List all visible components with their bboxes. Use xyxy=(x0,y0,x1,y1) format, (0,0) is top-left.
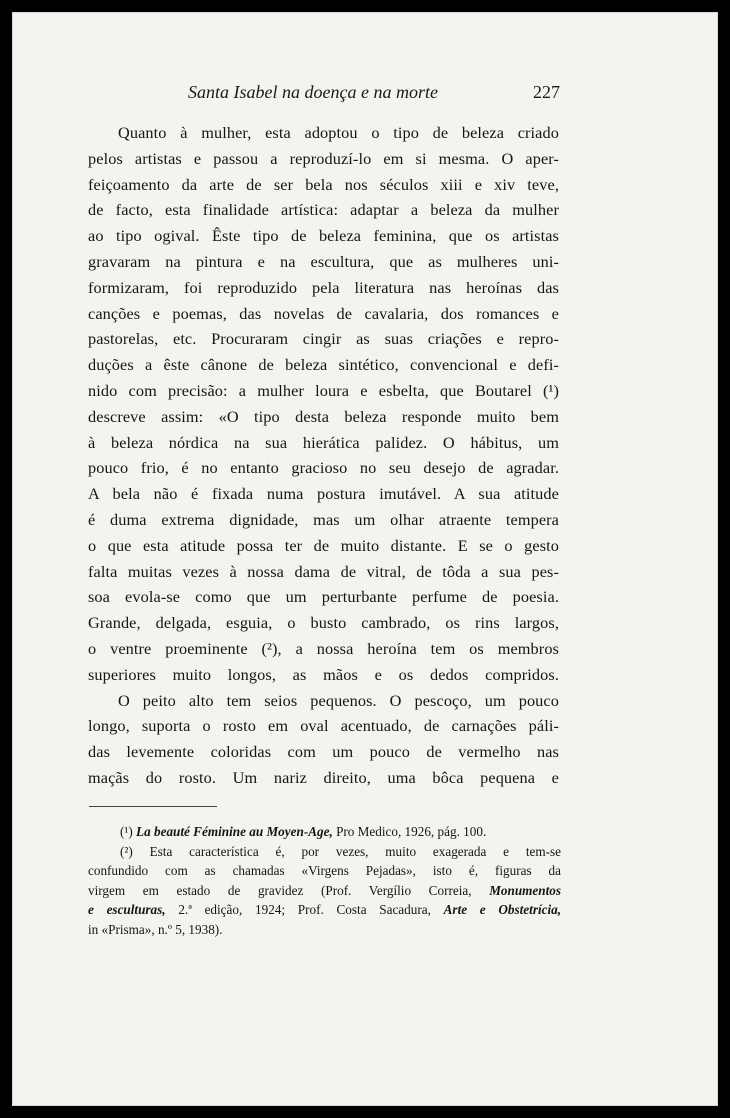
text-line: longo, suporta o rosto em oval acentuado, de carnações páli- xyxy=(88,716,559,736)
text-line: pastorelas, etc. Procuraram cingir as suas criações e repro- xyxy=(88,329,559,349)
text-line: o que esta atitude possa ter de muito distante. E se o gesto xyxy=(88,535,559,555)
text-line: o ventre proeminente (²), a nossa heroína tem os membros xyxy=(88,638,559,658)
body-text xyxy=(88,120,559,791)
footnote-title: Arte e Obstetrícia, xyxy=(443,902,562,918)
footnote-text: Pro Medico, 1926, pág. 100. xyxy=(336,824,487,839)
text-line: feiçoamento da arte de ser bela nos séculos xiii e xiv teve, xyxy=(88,174,559,194)
text-line: de facto, esta finalidade artística: adaptar a beleza da mulher xyxy=(88,200,559,220)
text-line: duções a êste cânone de beleza sintético, convencional e defi- xyxy=(88,355,559,375)
footnote-text: 2.ª edição, 1924; Prof. Costa Sacadura, xyxy=(178,902,431,918)
footnote-2-line xyxy=(88,881,561,901)
footnote-2-line xyxy=(88,900,561,920)
book-page xyxy=(12,12,718,1106)
footnote-2-line xyxy=(88,842,561,862)
text-line: à beleza nórdica na sua hierática palidez. O hábitus, um xyxy=(88,432,559,452)
page-header xyxy=(12,82,718,112)
footnote-rule xyxy=(89,806,217,807)
footnote-marker: (²) xyxy=(120,843,133,859)
running-title: Santa Isabel na doença e na morte xyxy=(188,82,438,102)
text-line: O peito alto tem seios pequenos. O pescoço, um pouco xyxy=(118,690,559,710)
footnote-2-line: in «Prisma», n.º 5, 1938). xyxy=(88,921,223,937)
footnote-title: La beauté Féminine au Moyen-Age, xyxy=(136,824,333,839)
text-line: maçãs do rosto. Um nariz direito, uma bôca pequena e xyxy=(88,767,559,787)
text-line: ao tipo ogival. Êste tipo de beleza feminina, que os artistas xyxy=(88,226,559,246)
text-line: pouco frio, é no entanto gracioso no seu desejo de agradar. xyxy=(88,458,559,478)
text-line: falta muitas vezes à nossa dama de vitral, de tôda a sua pes- xyxy=(88,561,559,581)
text-line: é duma extrema dignidade, mas um olhar atraente tempera xyxy=(88,509,559,529)
footnotes xyxy=(88,822,561,940)
text-line: nido com precisão: a mulher loura e esbelta, que Boutarel (¹) xyxy=(88,380,559,400)
text-line: pelos artistas e passou a reproduzí-lo em si mesma. O aper- xyxy=(88,148,559,168)
footnote-marker: (¹) xyxy=(120,824,133,839)
text-line: soa evola-se como que um perturbante perfume de poesia. xyxy=(88,587,559,607)
footnote-text: Esta característica é, por vezes, muito exagerada e tem-se xyxy=(149,843,562,859)
text-line: canções e poemas, das novelas de cavalaria, dos romances e xyxy=(88,303,559,323)
text-line: gravaram na pintura e na escultura, que as mulheres uni- xyxy=(88,251,559,271)
text-line: descreve assim: «O tipo desta beleza responde muito bem xyxy=(88,406,559,426)
text-line: formizaram, foi reproduzido pela literatura nas heroínas das xyxy=(88,277,559,297)
text-line: Quanto à mulher, esta adoptou o tipo de beleza criado xyxy=(118,123,559,142)
text-line: das levemente coloridas com um pouco de vermelho nas xyxy=(88,742,559,762)
footnote-2-line: confundido com as chamadas «Virgens Pejadas», isto é, figuras da xyxy=(88,863,561,879)
page-number: 227 xyxy=(533,82,560,102)
footnote-title: Monumentos xyxy=(489,882,562,898)
text-line: Grande, delgada, esguia, o busto cambrado, os rins largos, xyxy=(88,613,559,633)
footnote-text: virgem em estado de gravidez (Prof. Vergílio Correia, xyxy=(88,882,472,898)
footnote-title: e esculturas, xyxy=(88,902,166,918)
text-line: A bela não é fixada numa postura imutável. A sua atitude xyxy=(88,484,559,504)
footnote-1 xyxy=(88,822,561,842)
text-line: superiores muito longos, as mãos e os dedos compridos. xyxy=(88,664,559,684)
